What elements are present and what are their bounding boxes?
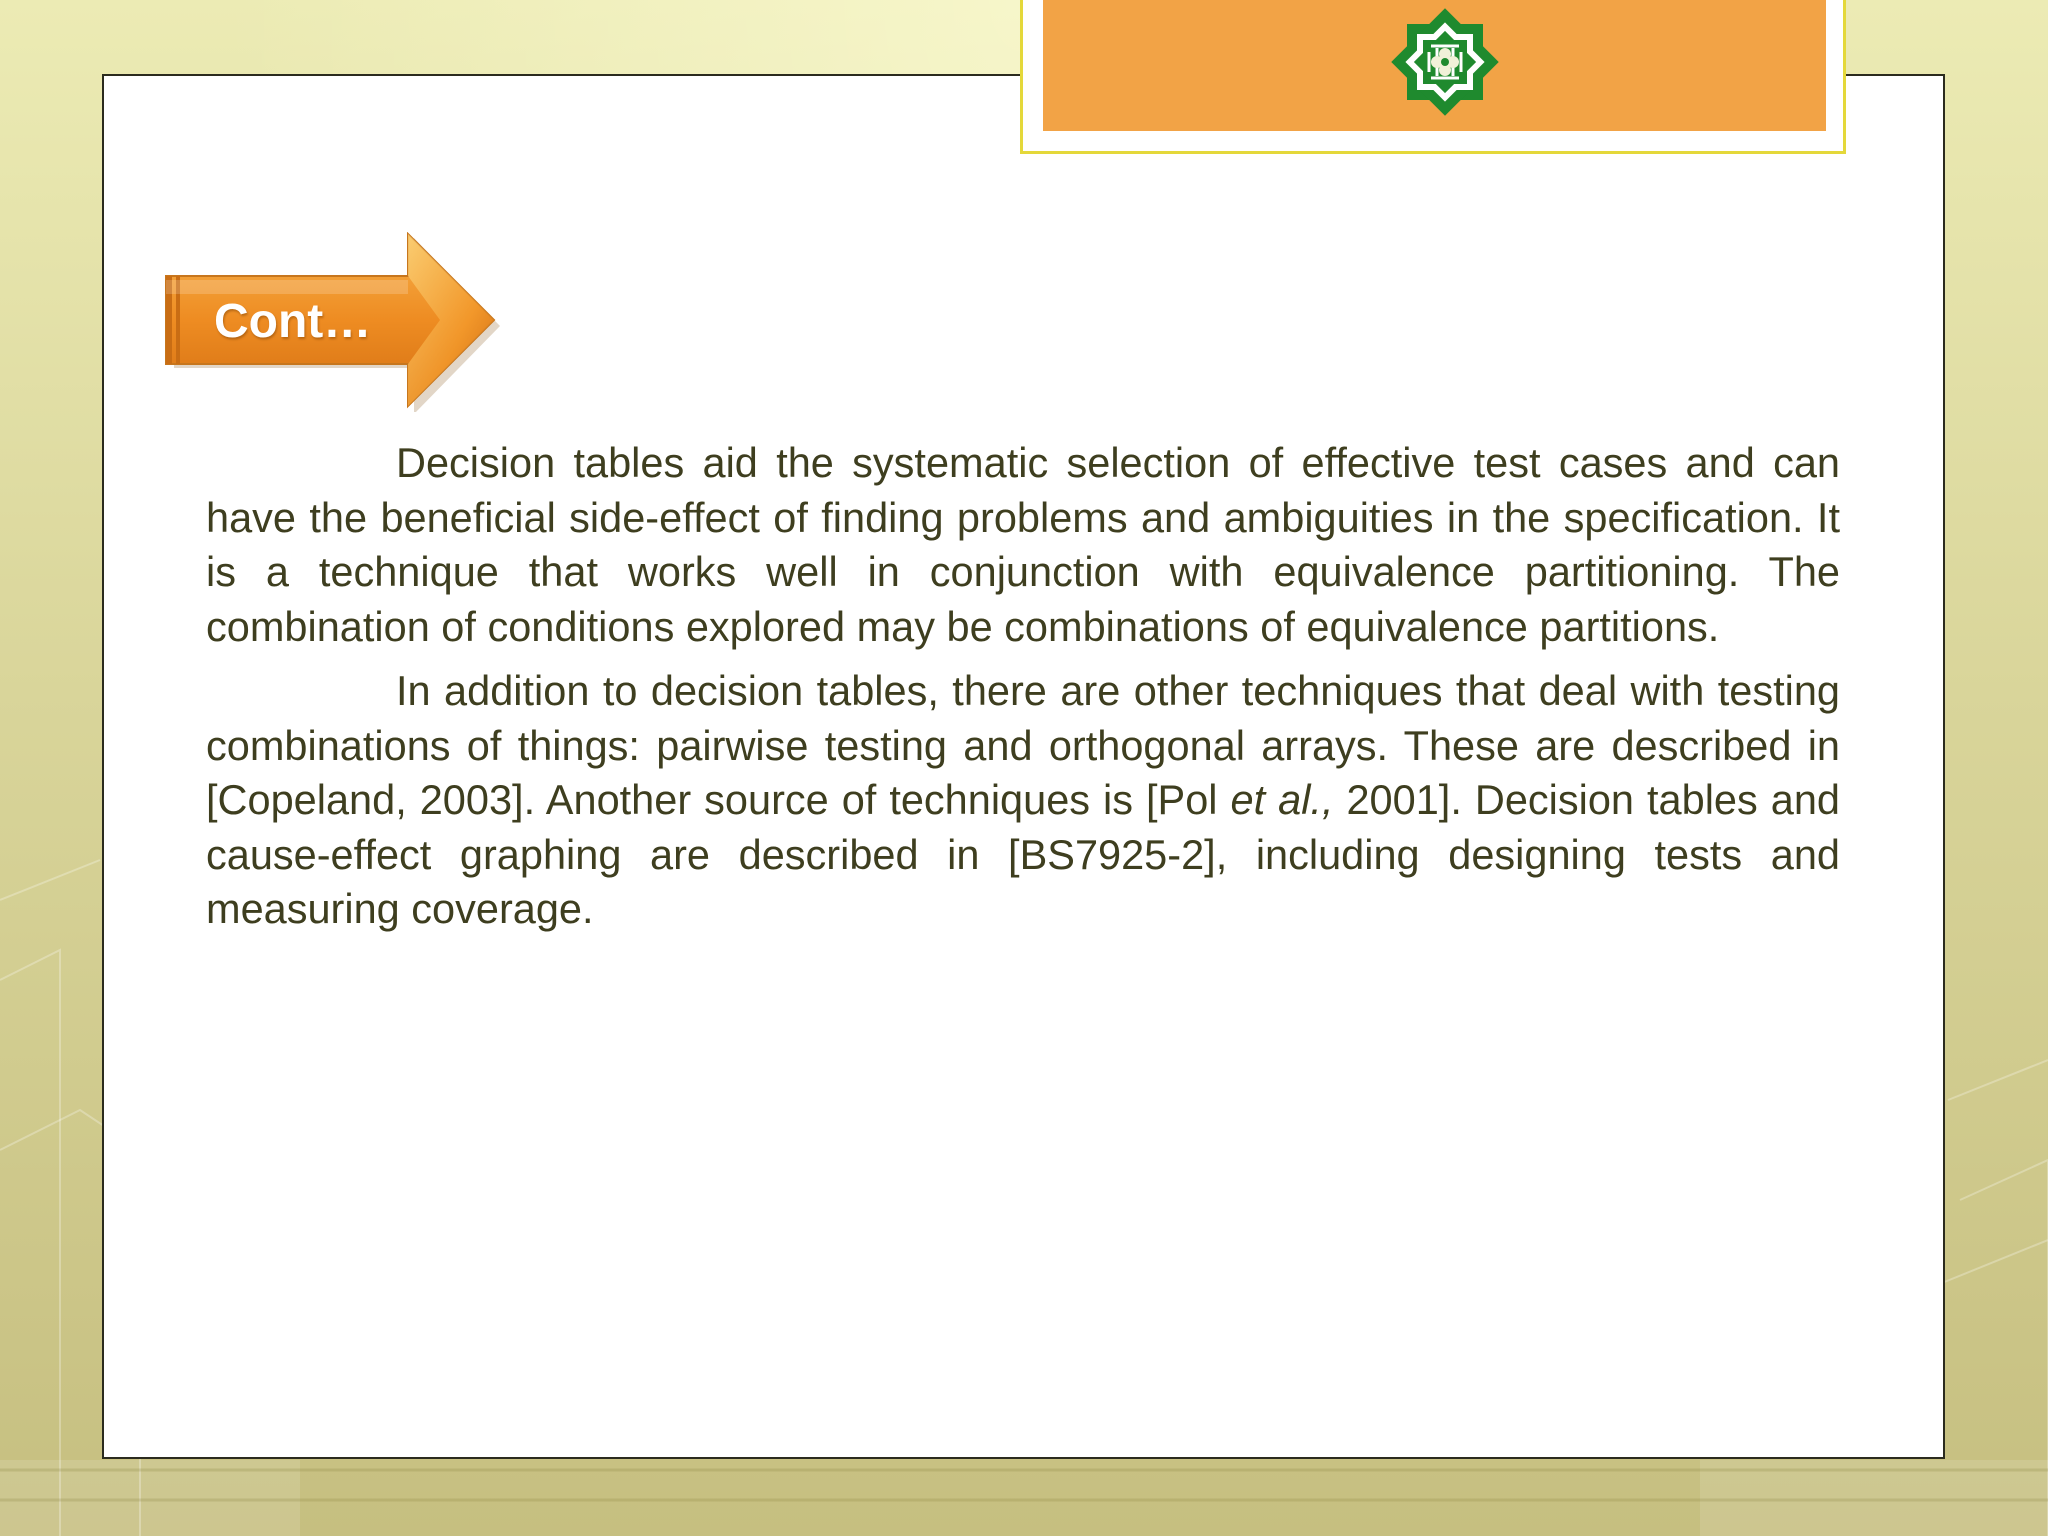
slide-heading: Cont… [214, 295, 372, 348]
university-emblem-icon [1385, 2, 1505, 122]
slide-body-text [206, 436, 1840, 947]
paragraph-text-part: In addition to decision tables, there are other techniques that deal with testing combinations of things: pairwise testing and orthogonal arrays. These are described in [Copeland, 2003]. Another source of techniques is [Pol [206, 667, 1840, 823]
italic-et-al: et al., [1230, 776, 1334, 823]
paragraph-decision-tables: Decision tables aid the systematic selection of effective test cases and can have the beneficial side-effect of finding problems and ambiguities in the specification. It is a technique that works well in conjunction with equivalence partitioning. The combination of conditions explored may be combinations of equivalence partitions. [206, 439, 1840, 650]
paragraph-other-techniques [206, 664, 1840, 937]
paragraph-text-part: 2001]. Decision tables and cause-effect graphing are described in [BS7925-2], including designing tests and measuring coverage. [206, 776, 1840, 932]
